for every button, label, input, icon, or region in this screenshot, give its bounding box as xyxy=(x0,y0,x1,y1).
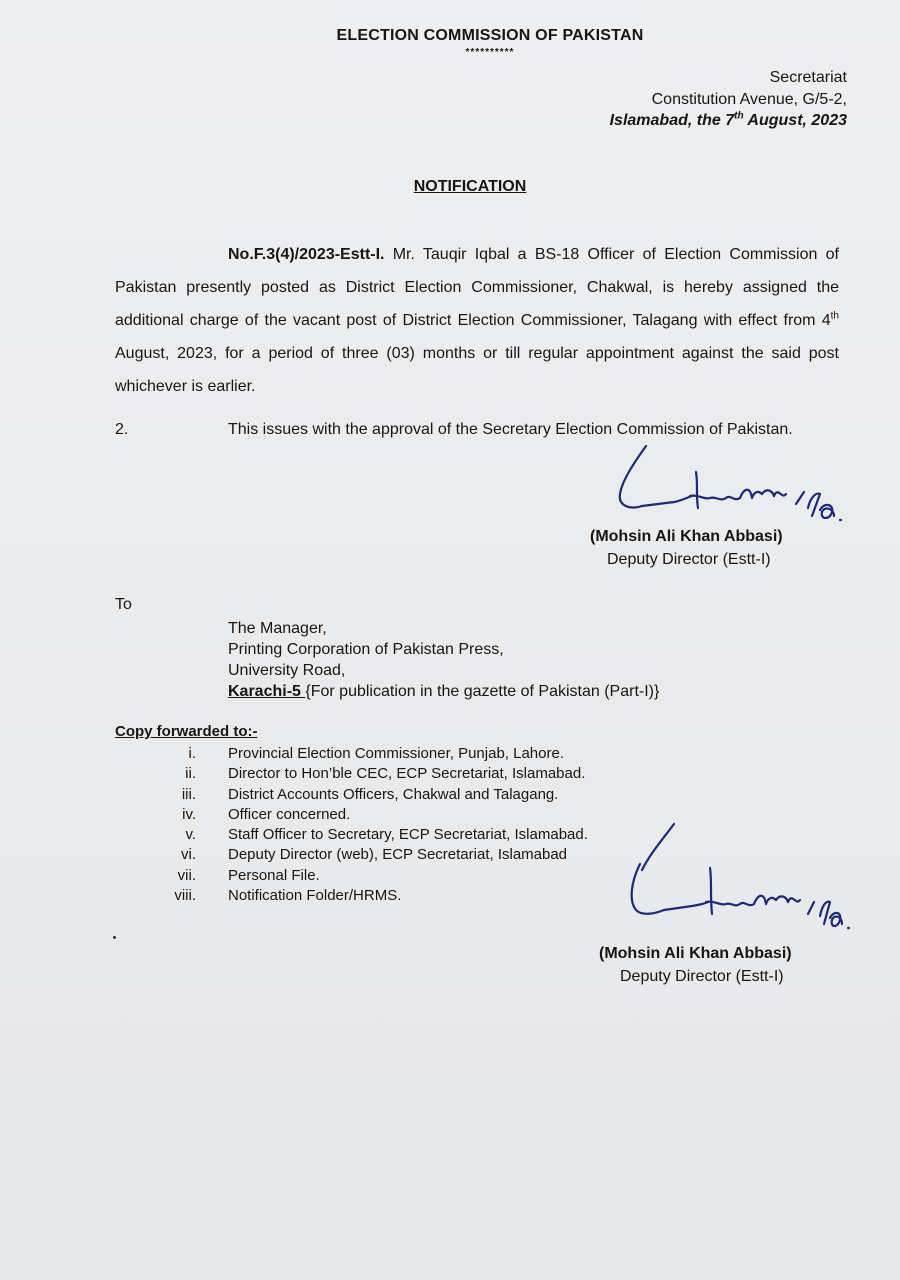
list-item: ii. Director to Hon’ble CEC, ECP Secretariat, Islamabad. xyxy=(185,765,586,783)
stray-dot xyxy=(113,936,116,939)
date-ordinal: th xyxy=(734,110,744,122)
body-text-part2: August, 2023, for a period of three (03) months or till regular appointment against the said post whichever is earlier. xyxy=(115,345,839,395)
body-ordinal: th xyxy=(830,310,839,322)
recipient-line-3: University Road, xyxy=(228,662,346,679)
signatory-1-designation: Deputy Director (Estt-I) xyxy=(607,551,771,568)
list-item: iv. Officer concerned. xyxy=(182,805,351,823)
copy-forwarded-heading: Copy forwarded to:- xyxy=(115,723,258,740)
organization-title: ELECTION COMMISSION OF PAKISTAN xyxy=(336,27,644,44)
issue-date xyxy=(610,110,847,132)
list-item: vi. Deputy Director (web), ECP Secretariat, Islamabad xyxy=(181,846,568,864)
list-item: v. Staff Officer to Secretary, ECP Secretariat, Islamabad. xyxy=(185,826,588,844)
reference-number: No.F.3(4)/2023-Estt-I. xyxy=(228,246,385,263)
recipient-address xyxy=(228,618,659,702)
body-text-part1: Mr. Tauqir Iqbal a BS-18 Officer of Election Commission of Pakistan presently posted as District Election Commissioner, Chakwal, is hereby assigned the additional charge of the vacant post of District Election Commissioner, Talagang with effect from 4 xyxy=(115,246,839,329)
date-suffix: August, 2023 xyxy=(743,112,847,129)
signature-2-image xyxy=(622,820,862,950)
recipient-city: Karachi-5 xyxy=(228,683,306,700)
list-item: viii. Notification Folder/HRMS. xyxy=(174,887,402,905)
recipient-line-4 xyxy=(228,681,659,702)
signatory-2-name: (Mohsin Ali Khan Abbasi) xyxy=(599,945,792,962)
paragraph-number: 2. xyxy=(115,421,129,438)
notification-body xyxy=(115,238,839,403)
copy-forwarded-list xyxy=(150,744,588,906)
address-line-2: Constitution Avenue, G/5-2, xyxy=(651,91,847,108)
to-label: To xyxy=(115,596,132,613)
publication-note: {For publication in the gazette of Pakistan (Part-I)} xyxy=(305,683,660,700)
notification-heading: NOTIFICATION xyxy=(413,178,527,195)
recipient-line-2: Printing Corporation of Pakistan Press, xyxy=(228,641,504,658)
list-item: i. Provincial Election Commissioner, Punjab, Lahore. xyxy=(188,745,564,762)
paragraph-2-text: This issues with the approval of the Secretary Election Commission of Pakistan. xyxy=(228,421,793,438)
signatory-2-designation: Deputy Director (Estt-I) xyxy=(620,968,784,985)
title-separator: ********** xyxy=(465,47,515,58)
address-line-1: Secretariat xyxy=(769,69,847,86)
list-item: iii. District Accounts Officers, Chakwal and Talagang. xyxy=(181,785,559,803)
signatory-1-name: (Mohsin Ali Khan Abbasi) xyxy=(590,528,783,545)
list-item: vii. Personal File. xyxy=(177,866,320,884)
recipient-line-1: The Manager, xyxy=(228,620,327,637)
date-prefix: Islamabad, the 7 xyxy=(609,112,735,129)
